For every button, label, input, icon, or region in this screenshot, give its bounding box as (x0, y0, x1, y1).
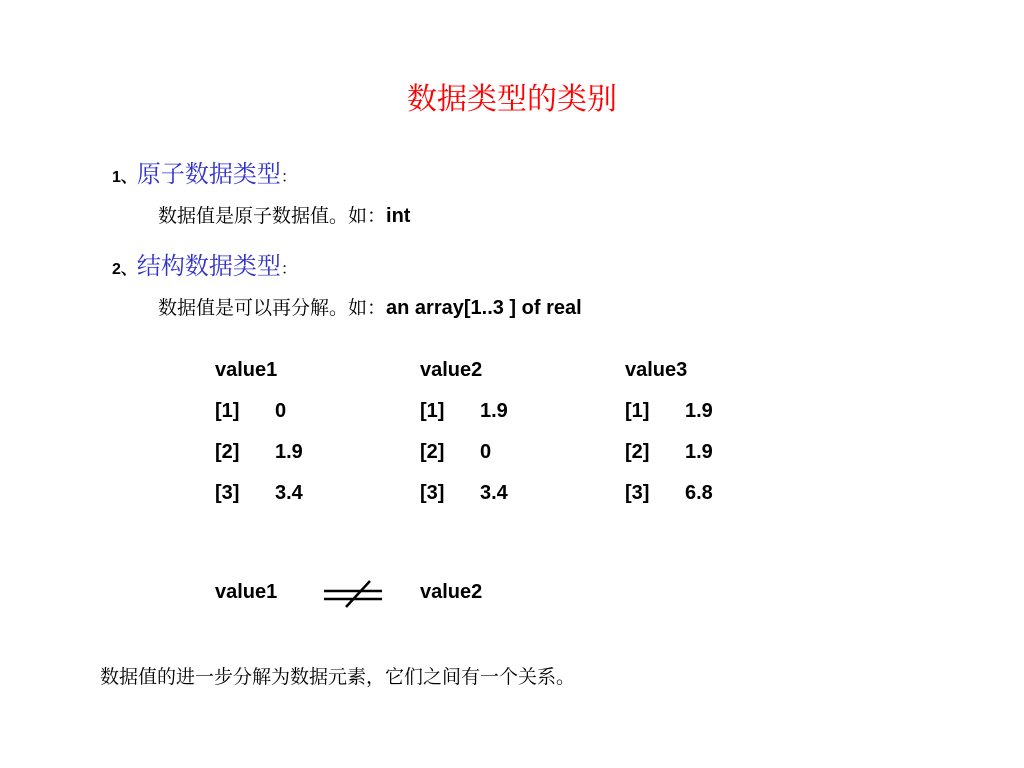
section-1-desc-en: int (386, 205, 411, 227)
not-equal-slash (346, 581, 370, 607)
value3-row1-index: [1] (625, 400, 650, 422)
value3-row1-value: 1.9 (685, 400, 713, 422)
page-title: 数据类型的类别 (407, 82, 617, 117)
section-2-number: 2、 (112, 261, 137, 278)
value1-row3-index: [3] (215, 482, 240, 504)
value2-row2-value: 0 (480, 441, 492, 463)
section-1-colon: ： (280, 167, 297, 186)
section-2-heading (112, 252, 297, 284)
value3-row3-index: [3] (625, 482, 650, 504)
value1-header: value1 (215, 359, 278, 381)
value1-row2-index: [2] (215, 441, 240, 463)
value1-row3-value: 3.4 (275, 482, 303, 504)
section-1-description (158, 203, 410, 229)
value3-row2-value: 1.9 (685, 441, 713, 463)
section-1-number: 1、 (112, 169, 137, 186)
value1-row2-value: 1.9 (275, 441, 303, 463)
value3-header: value3 (625, 359, 688, 381)
footer-note: 数据值的进一步分解为数据元素，它们之间有一个关系。 (100, 666, 576, 688)
section-1-title: 原子数据类型 (136, 160, 281, 188)
comparison-right: value2 (420, 581, 483, 603)
section-2-title: 结构数据类型 (136, 252, 281, 280)
value2-row3-value: 3.4 (480, 482, 508, 504)
value2-row1-index: [1] (420, 400, 445, 422)
section-2-desc-en: an array[1..3 ] of real (386, 297, 582, 319)
value2-row1-value: 1.9 (480, 400, 508, 422)
not-equal-icon (318, 578, 388, 610)
section-2-desc-cn: 数据值是可以再分解。如： (158, 297, 387, 319)
value2-row2-index: [2] (420, 441, 445, 463)
value3-row3-value: 6.8 (685, 482, 713, 504)
value3-row2-index: [2] (625, 441, 650, 463)
comparison-left: value1 (215, 581, 278, 603)
section-2-description (158, 295, 582, 321)
section-1-desc-cn: 数据值是原子数据值。如： (158, 205, 387, 227)
section-2-colon: ： (280, 259, 297, 278)
value1-row1-index: [1] (215, 400, 240, 422)
value2-header: value2 (420, 359, 483, 381)
value1-row1-value: 0 (275, 400, 287, 422)
section-1-heading (112, 160, 297, 192)
value2-row3-index: [3] (420, 482, 445, 504)
